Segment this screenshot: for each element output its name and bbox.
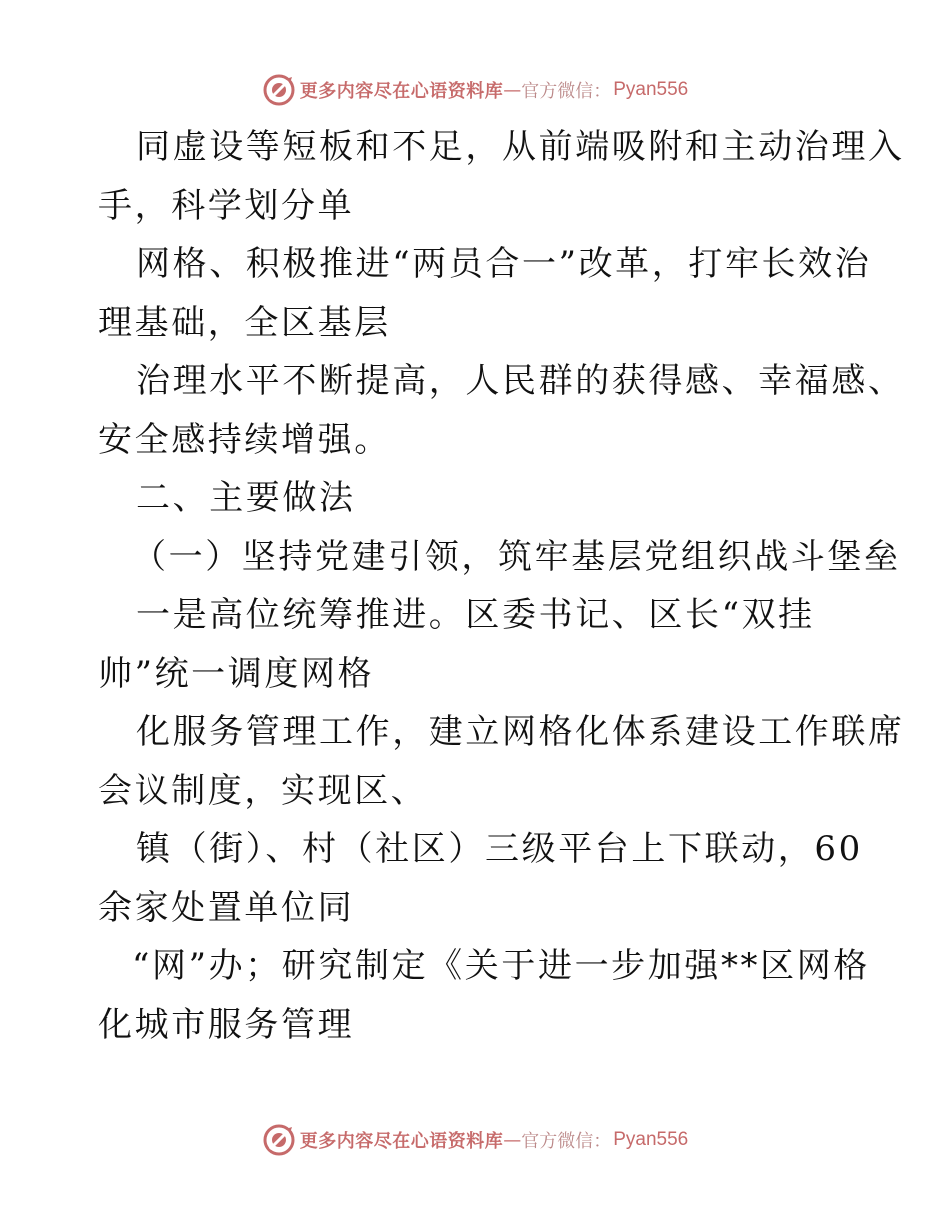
paragraph-line: 网格、积极推进“两员合一”改革，打牢长效治 — [136, 244, 872, 284]
paragraph-line: 帅”统一调度网格 — [98, 653, 375, 694]
paragraph-line: “网”办；研究制定《关于进一步加强**区网格 — [132, 946, 870, 986]
paragraph-line: 余家处置单位同 — [98, 887, 355, 928]
watermark-official: 官方微信： — [521, 81, 612, 102]
watermark-text: 更多内容尽在心语资料库 — [299, 81, 504, 102]
section-heading: 二、主要做法 — [136, 478, 356, 518]
document-body — [98, 118, 905, 1054]
watermark-dash: — — [503, 1129, 522, 1151]
subsection-heading: （一）坚持党建引领，筑牢基层党组织战斗堡垒 — [132, 536, 901, 577]
watermark-text: 更多内容尽在心语资料库 — [299, 1131, 504, 1152]
paragraph-line: 治理水平不断提高，人民群的获得感、幸福感、 — [136, 361, 905, 401]
logo-icon — [262, 1123, 296, 1157]
paragraph-line: 手，科学划分单 — [98, 185, 355, 226]
watermark-dash: — — [503, 79, 522, 101]
paragraph-line: 化服务管理工作，建立网格化体系建设工作联席 — [136, 712, 905, 752]
paragraph-line: 一是高位统筹推进。区委书记、区长“双挂 — [136, 595, 815, 635]
paragraph-line: 同虚设等短板和不足，从前端吸附和主动治理入 — [136, 127, 905, 167]
watermark-id: Pyan556 — [613, 79, 689, 100]
watermark-official: 官方微信： — [521, 1131, 612, 1152]
paragraph-line: 镇（街）、村（社区）三级平台上下联动，60 — [136, 829, 863, 869]
paragraph-line: 会议制度，实现区、 — [98, 770, 428, 811]
watermark-id: Pyan556 — [613, 1129, 689, 1150]
paragraph-line: 化城市服务管理 — [98, 1004, 355, 1045]
paragraph-line: 安全感持续增强。 — [98, 419, 391, 460]
footer-watermark — [0, 1120, 950, 1160]
logo-icon — [262, 73, 296, 107]
header-watermark — [0, 70, 950, 110]
paragraph-line: 理基础，全区基层 — [98, 302, 391, 343]
